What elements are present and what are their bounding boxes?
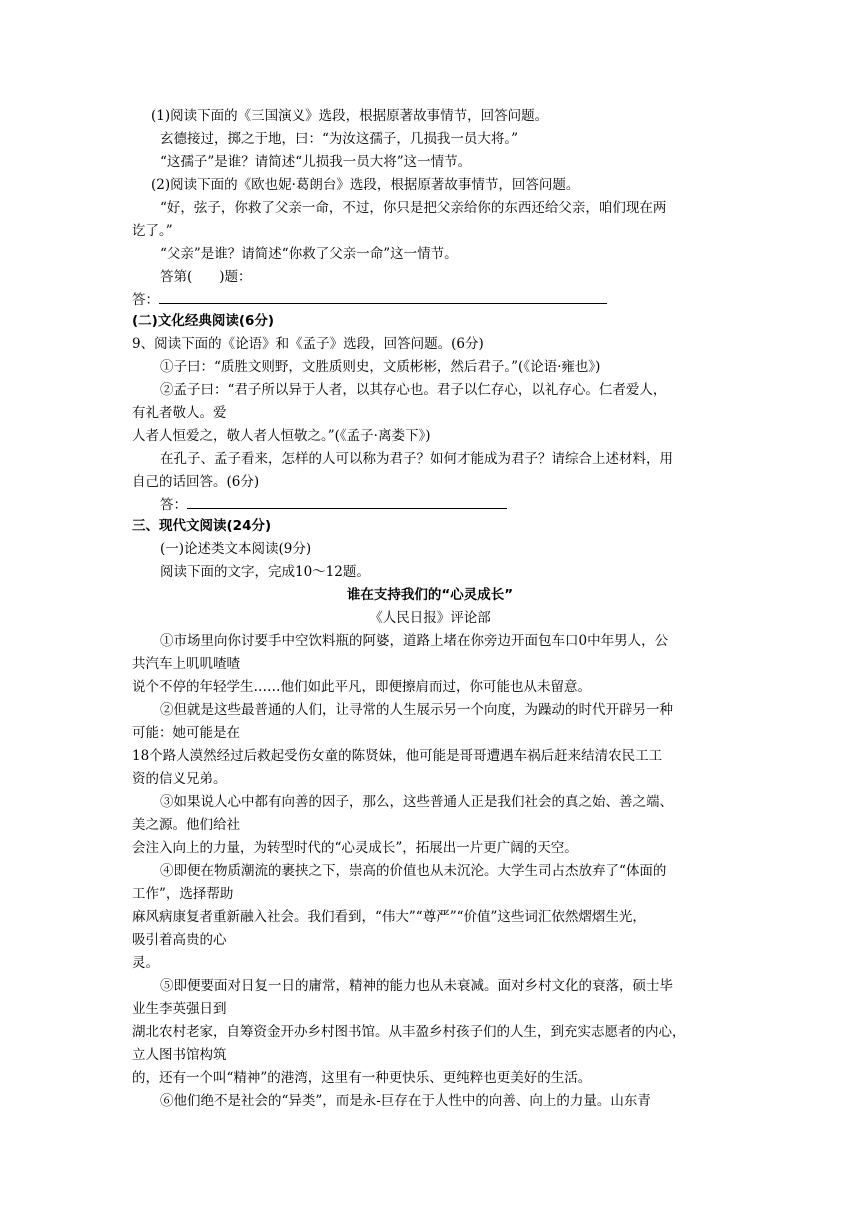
answer-blank[interactable] xyxy=(159,289,607,304)
article-line: 资的信义兄弟。 xyxy=(132,771,227,787)
article-line: ⑤即便要面对日复一日的庸常，精神的能力也从未衰减。面对乡村文化的衰落，硕士毕 xyxy=(160,978,673,994)
article-line: 的，还有一个叫“精神”的港湾，这里有一种更快乐、更纯粹也更美好的生活。 xyxy=(132,1070,592,1086)
q1-prompt: (1)阅读下面的《三国演义》选段，根据原著故事情节，回答问题。 xyxy=(151,108,549,124)
article-line: ①市场里向你讨要手中空饮料瓶的阿婆，道路上堵在你旁边开面包车口0中年男人，公 xyxy=(160,633,669,649)
answer-question-number: 答第( )题： xyxy=(160,269,252,285)
passage-analects: ①子曰：“质胜文则野，文胜质则史，文质彬彬，然后君子。”(《论语·雍也》) xyxy=(160,359,601,375)
article-line: 说个不停的年轻学生……他们如此平凡，即便擦肩而过，你可能也从未留意。 xyxy=(132,679,591,695)
answer-label: 答： xyxy=(132,292,159,308)
passage-mencius-line3: 人者人恒爱之，敬人者人恒敬之。”(《孟子·离娄下》) xyxy=(132,428,431,444)
q2-quote-line2: 讫了。” xyxy=(132,223,173,239)
q2-quote-line1: “好，弦子，你救了父亲一命，不过，你只是把父亲给你的东西还给父亲，咱们现在两 xyxy=(160,200,667,216)
q1-quote: 玄德接过，掷之于地，曰：“为汝这孺子，几损我一员大将。” xyxy=(160,131,519,147)
reading-instruction: 阅读下面的文字，完成10～12题。 xyxy=(160,564,370,580)
answer-line[interactable] xyxy=(132,289,607,311)
q2-ask: “父亲”是谁？请简述“你救了父亲一命”这一情节。 xyxy=(160,246,458,262)
article-line: ④即便在物质潮流的裹挟之下，崇高的价值也从未沉沦。大学生司占杰放弃了“体面的 xyxy=(160,863,667,879)
article-line: 湖北农村老家，自筹资金开办乡村图书馆。从丰盈乡村孩子们的人生，到充实志愿者的内心， xyxy=(132,1024,686,1040)
question-9-ask-line1: 在孔子、孟子看来，怎样的人可以称为君子？如何才能成为君子？请综合上述材料，用 xyxy=(160,451,673,467)
article-line: 共汽车上叽叽喳喳 xyxy=(132,656,240,672)
article-line: 18个路人漠然经过后救起受伤女童的陈贤妹，他可能是哥哥遭遇车祸后赶来结清农民工工 xyxy=(132,748,663,764)
article-line: 立人图书馆构筑 xyxy=(132,1047,227,1063)
question-9: 9、阅读下面的《论语》和《孟子》选段，回答问题。(6分) xyxy=(132,336,484,352)
passage-mencius-line2: 有礼者敬人。爱 xyxy=(132,405,227,421)
article-line: 业生李英强日到 xyxy=(132,1001,227,1017)
article-line: 麻风病康复者重新融入社会。我们看到，“伟大”“尊严”“价值”这些词汇依然熠熠生光， xyxy=(132,909,646,925)
article-line: 灵。 xyxy=(132,955,159,971)
article-line: 可能：她可能是在 xyxy=(132,725,240,741)
article-line: 会注入向上的力量，为转型时代的“心灵成长”，拓展出一片更广阔的天空。 xyxy=(132,840,578,856)
article-line: 吸引着高贵的心 xyxy=(132,932,227,948)
section-heading-modern: 三、现代文阅读(24分) xyxy=(132,518,272,534)
article-line: ③如果说人心中都有向善的因子，那么，这些普通人正是我们社会的真之始、善之端、 xyxy=(160,794,673,810)
passage-mencius-line1: ②孟子曰：“君子所以异于人者，以其存心也。君子以仁存心，以礼存心。仁者爱人， xyxy=(160,382,667,398)
article-line: ⑥他们绝不是社会的“异类”，而是永-巨存在于人性中的向善、向上的力量。山东青 xyxy=(160,1093,651,1109)
subsection-argumentative: (一)论述类文本阅读(9分) xyxy=(160,541,312,557)
question-9-answer-line[interactable] xyxy=(160,494,507,516)
question-9-answer-label: 答： xyxy=(160,497,187,513)
q1-ask: “这孺子”是谁？请简述“儿损我一员大将”这一情节。 xyxy=(160,154,472,170)
article-line: 工作”，选择帮助 xyxy=(132,886,234,902)
article-title: 谁在支持我们的“心灵成长” xyxy=(346,587,514,603)
article-line: ②但就是这些最普通的人们，让寻常的人生展示另一个向度，为躁动的时代开辟另一种 xyxy=(160,702,673,718)
question-9-ask-line2: 自己的话回答。(6分) xyxy=(132,474,260,490)
article-byline: 《人民日报》评论部 xyxy=(369,610,491,626)
question-9-answer-blank[interactable] xyxy=(187,494,507,509)
article-line: 美之源。他们给社 xyxy=(132,817,240,833)
q2-prompt: (2)阅读下面的《欧也妮·葛朗台》选段，根据原著故事情节，回答问题。 xyxy=(151,177,580,193)
section-heading-classics: (二)文化经典阅读(6分) xyxy=(132,313,275,329)
